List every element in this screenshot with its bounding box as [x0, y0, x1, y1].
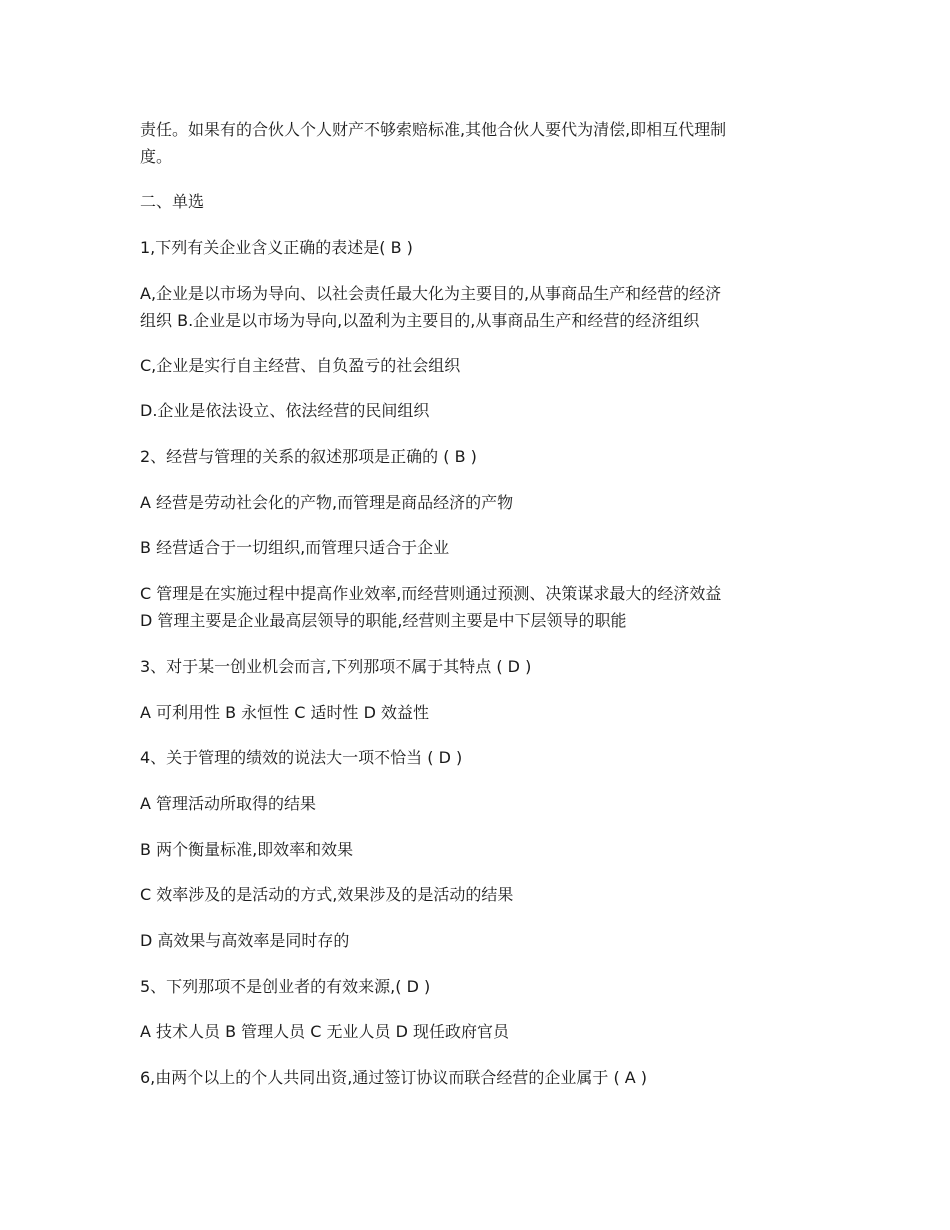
text-line: A,企业是以市场为导向、以社会责任最大化为主要目的,从事商品生产和经营的经济 [140, 284, 722, 303]
text-line: C,企业是实行自主经营、自负盈亏的社会组织 [140, 356, 461, 375]
text-line: A 经营是劳动社会化的产物,而管理是商品经济的产物 [140, 493, 514, 512]
paragraph-continuation [140, 116, 820, 170]
question-6 [140, 1064, 820, 1091]
text-line: 二、单选 [140, 192, 205, 211]
question-3 [140, 653, 820, 680]
question-1-option-c [140, 352, 820, 379]
text-line: 组织 B.企业是以市场为导向,以盈利为主要目的,从事商品生产和经营的经济组织 [140, 311, 700, 330]
section-heading [140, 188, 820, 215]
question-1-option-a-b [140, 280, 820, 334]
question-2 [140, 443, 820, 470]
question-1 [140, 234, 820, 261]
question-4 [140, 744, 820, 771]
text-line: 2、经营与管理的关系的叙述那项是正确的 ( B ) [140, 447, 477, 466]
question-4-option-b [140, 836, 820, 863]
question-2-option-b [140, 534, 820, 561]
text-line: 度。 [140, 147, 173, 166]
text-line: B 两个衡量标准,即效率和效果 [140, 840, 354, 859]
question-1-option-d [140, 397, 820, 424]
question-4-option-c [140, 881, 820, 908]
text-line: A 技术人员 B 管理人员 C 无业人员 D 现任政府官员 [140, 1022, 510, 1041]
text-line: D.企业是依法设立、依法经营的民间组织 [140, 401, 430, 420]
text-line: 责任。如果有的合伙人个人财产不够索赔标准,其他合伙人要代为清偿,即相互代理制 [140, 120, 727, 139]
text-line: A 管理活动所取得的结果 [140, 794, 317, 813]
text-line: A 可利用性 B 永恒性 C 适时性 D 效益性 [140, 703, 430, 722]
text-line: C 管理是在实施过程中提高作业效率,而经营则通过预测、决策谋求最大的经济效益 [140, 584, 722, 603]
question-5 [140, 973, 820, 1000]
question-4-option-a [140, 790, 820, 817]
text-line: D 高效果与高效率是同时存的 [140, 931, 350, 950]
question-2-option-c-d [140, 580, 820, 634]
text-line: 6,由两个以上的个人共同出资,通过签订协议而联合经营的企业属于 ( A ) [140, 1068, 648, 1087]
text-line: 3、对于某一创业机会而言,下列那项不属于其特点 ( D ) [140, 657, 532, 676]
question-2-option-a [140, 489, 820, 516]
text-line: D 管理主要是企业最高层领导的职能,经营则主要是中下层领导的职能 [140, 611, 627, 630]
text-line: B 经营适合于一切组织,而管理只适合于企业 [140, 538, 450, 557]
text-line: 1,下列有关企业含义正确的表述是( B ) [140, 238, 413, 257]
question-4-option-d [140, 927, 820, 954]
question-5-options [140, 1018, 820, 1045]
text-line: 5、下列那项不是创业者的有效来源,( D ) [140, 977, 431, 996]
text-line: C 效率涉及的是活动的方式,效果涉及的是活动的结果 [140, 885, 514, 904]
question-3-options [140, 699, 820, 726]
text-line: 4、关于管理的绩效的说法大一项不恰当 ( D ) [140, 748, 463, 767]
